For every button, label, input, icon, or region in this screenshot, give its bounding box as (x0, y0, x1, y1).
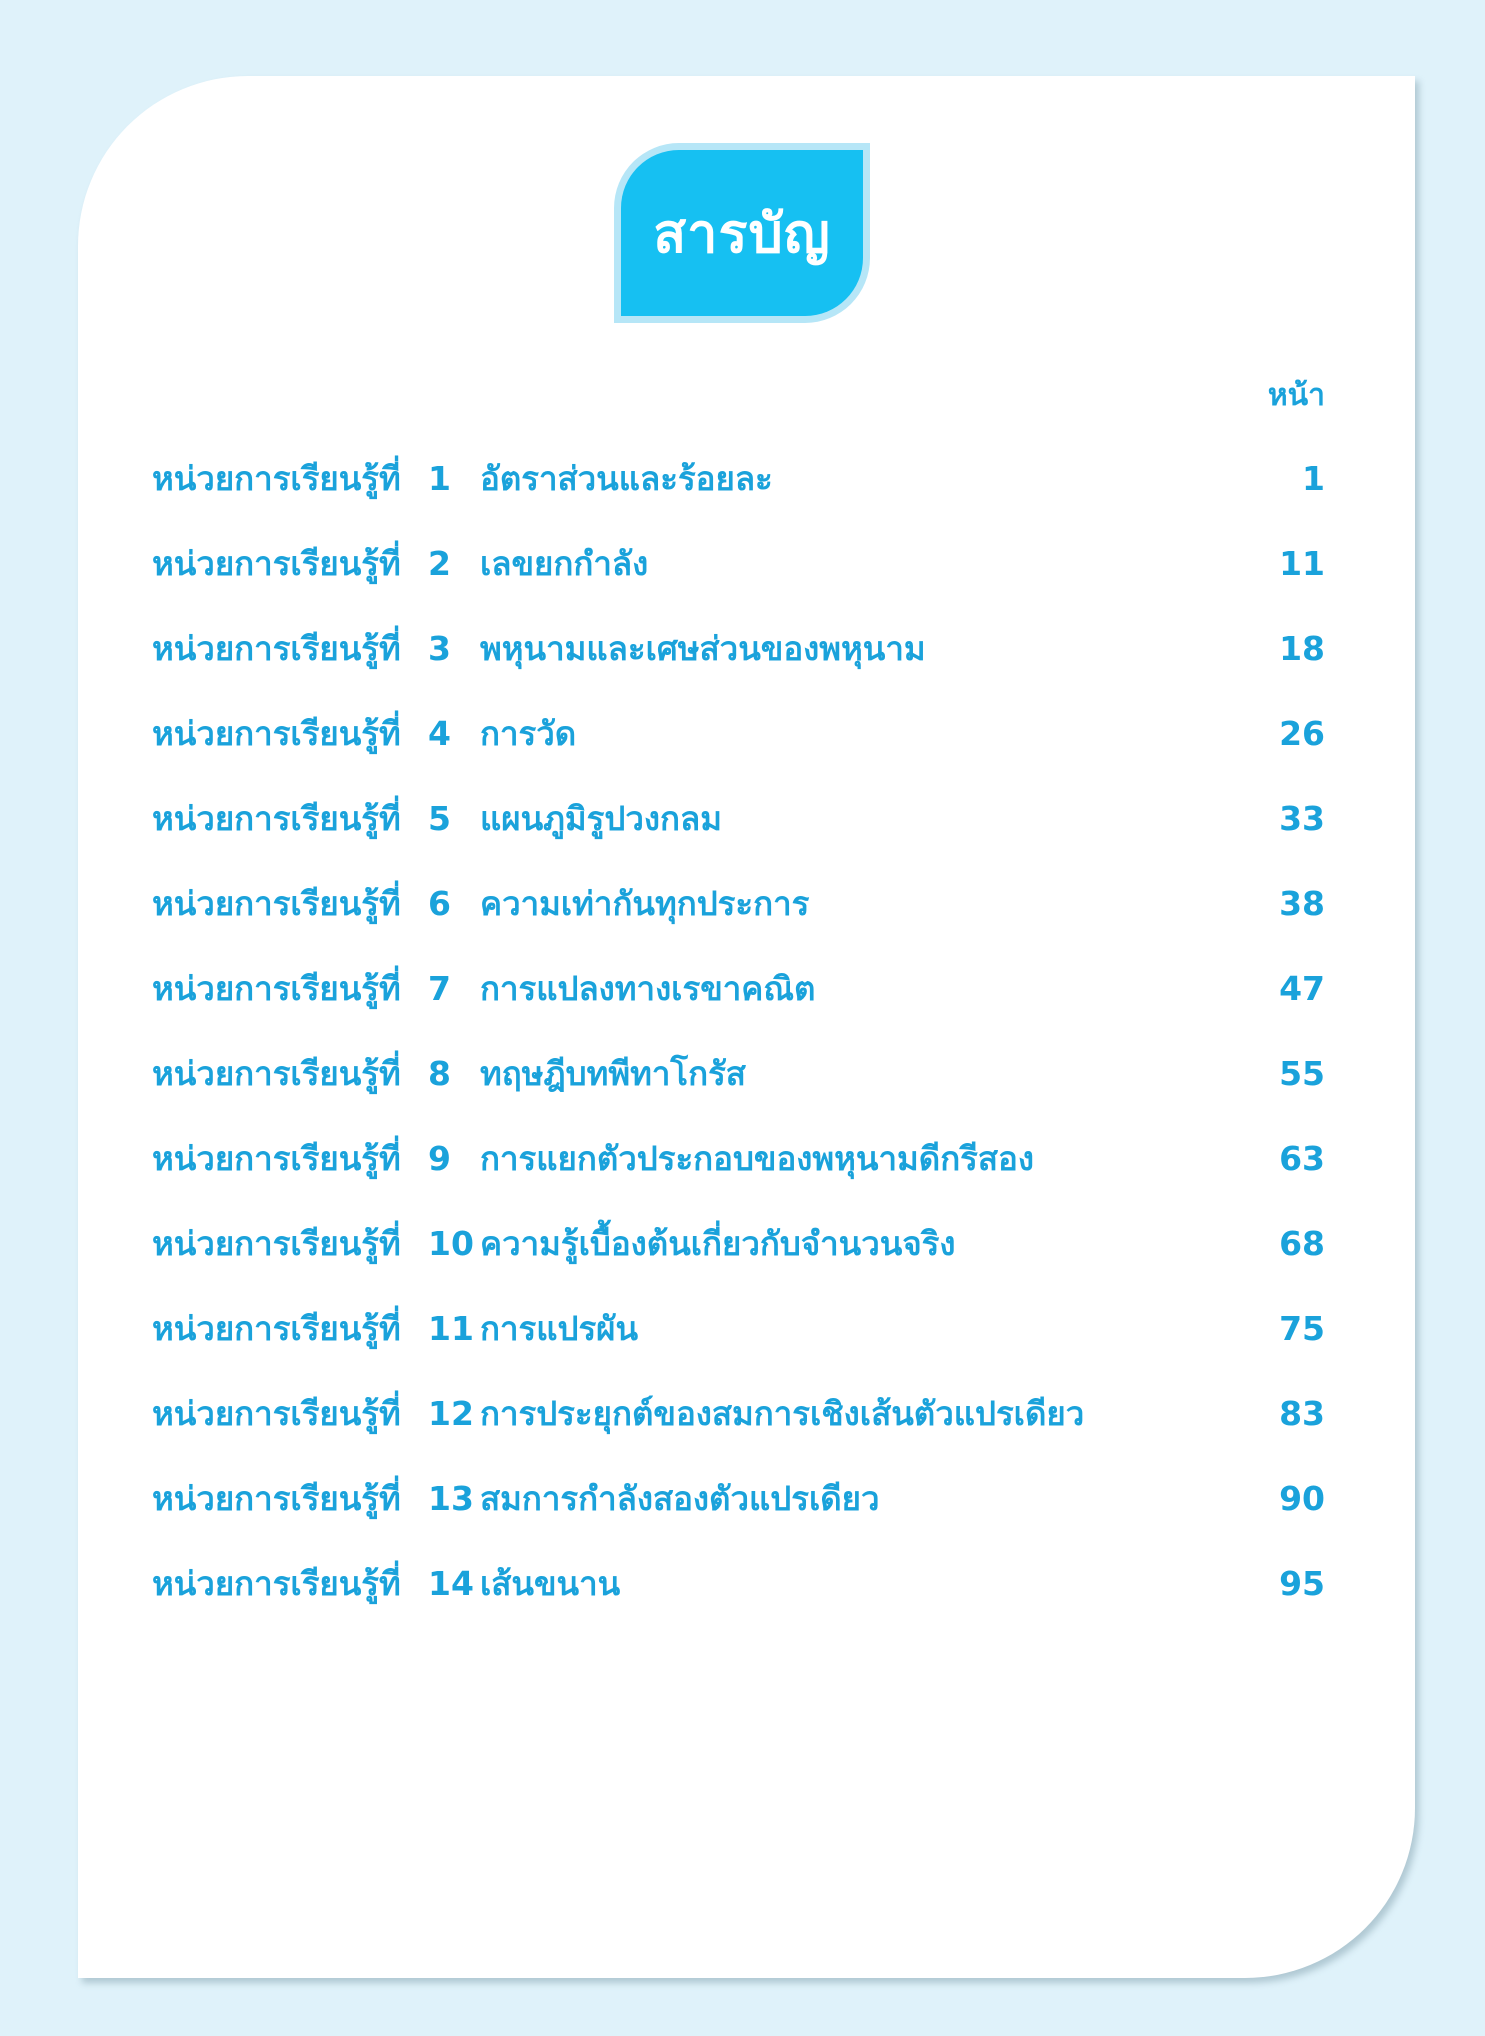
toc-entry[interactable] (152, 691, 1325, 776)
unit-title: การแยกตัวประกอบของพหุนามดีกรีสอง (480, 1139, 1034, 1178)
toc-page (78, 76, 1415, 1978)
toc-entry[interactable] (152, 1371, 1325, 1456)
unit-label: หน่วยการเรียนรู้ที่ (152, 459, 401, 498)
unit-number: 3 (428, 629, 451, 668)
unit-label: หน่วยการเรียนรู้ที่ (152, 1224, 401, 1263)
page-number: 26 (1279, 714, 1325, 753)
unit-number: 11 (428, 1309, 474, 1348)
page-column-header: หน้า (1267, 378, 1325, 413)
unit-number: 14 (428, 1564, 474, 1603)
unit-title: เลขยกกำลัง (480, 544, 649, 583)
unit-number: 8 (428, 1054, 451, 1093)
toc-entry[interactable] (152, 1031, 1325, 1116)
unit-label: หน่วยการเรียนรู้ที่ (152, 544, 401, 583)
page-number: 1 (1302, 459, 1325, 498)
page-title: สารบัญ (653, 202, 831, 265)
page-number: 75 (1279, 1309, 1325, 1348)
unit-title: การแปลงทางเรขาคณิต (480, 969, 816, 1008)
unit-label: หน่วยการเรียนรู้ที่ (152, 1139, 401, 1178)
unit-label: หน่วยการเรียนรู้ที่ (152, 884, 401, 923)
page-number: 55 (1279, 1054, 1325, 1093)
title-badge (621, 150, 863, 316)
unit-label: หน่วยการเรียนรู้ที่ (152, 1564, 401, 1603)
unit-number: 4 (428, 714, 451, 753)
toc-entry[interactable] (152, 1286, 1325, 1371)
unit-number: 12 (428, 1394, 474, 1433)
unit-number: 7 (428, 969, 451, 1008)
page-number: 90 (1279, 1479, 1325, 1518)
page-number: 63 (1279, 1139, 1325, 1178)
toc-entry[interactable] (152, 1456, 1325, 1541)
unit-number: 2 (428, 544, 451, 583)
unit-label: หน่วยการเรียนรู้ที่ (152, 714, 401, 753)
page-number: 11 (1279, 544, 1325, 583)
page-number: 95 (1279, 1564, 1325, 1603)
unit-title: พหุนามและเศษส่วนของพหุนาม (480, 629, 926, 668)
toc-entry[interactable] (152, 1116, 1325, 1201)
unit-number: 10 (428, 1224, 474, 1263)
toc-entry[interactable] (152, 606, 1325, 691)
unit-label: หน่วยการเรียนรู้ที่ (152, 969, 401, 1008)
toc-entry[interactable] (152, 1201, 1325, 1286)
unit-title: ความรู้เบื้องต้นเกี่ยวกับจำนวนจริง (480, 1224, 956, 1263)
unit-label: หน่วยการเรียนรู้ที่ (152, 629, 401, 668)
unit-label: หน่วยการเรียนรู้ที่ (152, 1394, 401, 1433)
unit-title: ทฤษฎีบทพีทาโกรัส (480, 1054, 746, 1093)
unit-title: การแปรผัน (480, 1309, 639, 1348)
unit-label: หน่วยการเรียนรู้ที่ (152, 1054, 401, 1093)
unit-number: 6 (428, 884, 451, 923)
unit-label: หน่วยการเรียนรู้ที่ (152, 1479, 401, 1518)
unit-label: หน่วยการเรียนรู้ที่ (152, 1309, 401, 1348)
toc-entry[interactable] (152, 776, 1325, 861)
unit-title: เส้นขนาน (480, 1564, 621, 1603)
unit-title: ความเท่ากันทุกประการ (480, 884, 810, 923)
toc-entry[interactable] (152, 521, 1325, 606)
unit-number: 9 (428, 1139, 451, 1178)
unit-number: 13 (428, 1479, 474, 1518)
unit-title: การวัด (480, 714, 577, 753)
page-number: 18 (1279, 629, 1325, 668)
table-of-contents (152, 436, 1325, 1626)
unit-title: แผนภูมิรูปวงกลม (480, 799, 722, 838)
page-number: 33 (1279, 799, 1325, 838)
unit-title: สมการกำลังสองตัวแปรเดียว (480, 1479, 880, 1518)
unit-title: อัตราส่วนและร้อยละ (480, 459, 773, 498)
unit-number: 1 (428, 459, 451, 498)
unit-label: หน่วยการเรียนรู้ที่ (152, 799, 401, 838)
toc-entry[interactable] (152, 1541, 1325, 1626)
page-number: 68 (1279, 1224, 1325, 1263)
toc-entry[interactable] (152, 861, 1325, 946)
page-number: 38 (1279, 884, 1325, 923)
unit-title: การประยุกต์ของสมการเชิงเส้นตัวแปรเดียว (480, 1394, 1085, 1433)
page-number: 47 (1279, 969, 1325, 1008)
unit-number: 5 (428, 799, 451, 838)
toc-entry[interactable] (152, 436, 1325, 521)
page-number: 83 (1279, 1394, 1325, 1433)
toc-entry[interactable] (152, 946, 1325, 1031)
